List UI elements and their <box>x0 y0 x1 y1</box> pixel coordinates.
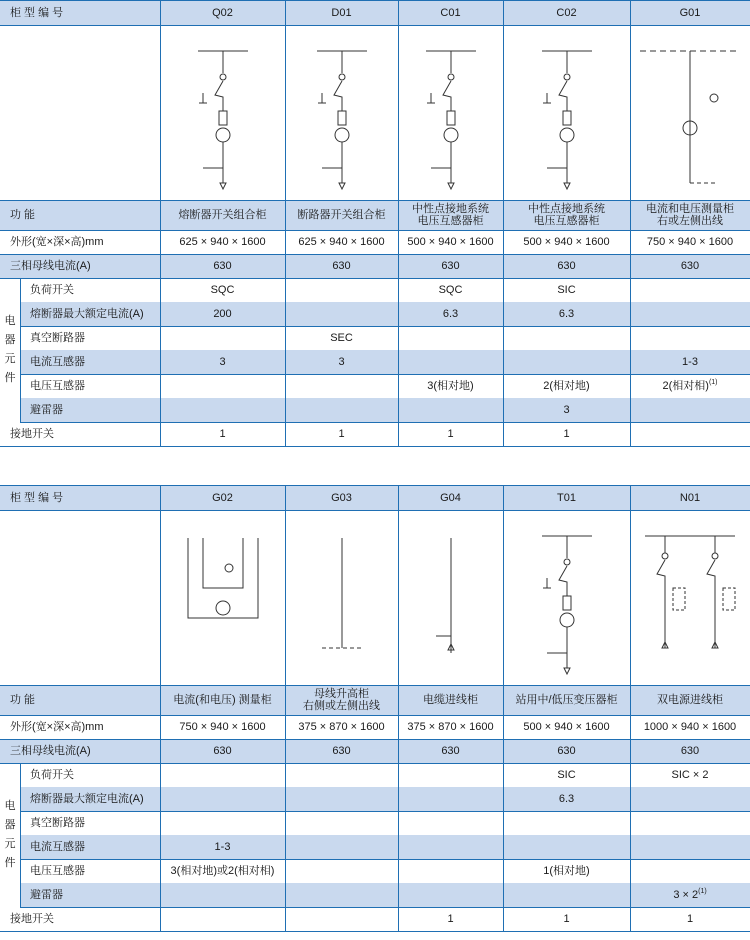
single-line-diagram <box>163 518 283 678</box>
vt-box <box>673 588 685 610</box>
diagram-cell <box>391 33 511 193</box>
function-value: 双电源进线柜 <box>657 694 723 706</box>
component-value: 3 × 2 (1) <box>673 888 707 901</box>
ground-switch-value: 1 <box>686 913 694 925</box>
dimensions-value: 375 × 870 × 1600 <box>298 721 385 733</box>
ground-switch-value: 1 <box>563 913 570 925</box>
dimensions-value: 750 × 940 × 1600 <box>646 236 734 248</box>
ground-switch-value: 1 <box>219 428 226 440</box>
grid-line <box>0 510 750 511</box>
component-value <box>503 326 630 350</box>
diagram-cell <box>630 33 750 193</box>
footnote-marker: (1) <box>708 379 718 386</box>
single-line-diagram <box>391 33 511 193</box>
dimensions-value: 1000 × 940 × 1600 <box>643 721 737 733</box>
component-label: 负荷开关 <box>30 284 74 296</box>
single-line-diagram <box>391 518 511 678</box>
diagram-cell <box>282 33 402 193</box>
electrical-components-label <box>0 763 20 907</box>
component-value: 6.3 <box>558 793 575 805</box>
dimensions-value: 500 × 940 × 1600 <box>523 236 610 248</box>
bus-current-value: 630 <box>332 260 351 272</box>
grid-line <box>20 763 21 907</box>
ground-switch-value: 1 <box>563 428 570 440</box>
function-value-line: 中性点接地系统 <box>528 203 605 215</box>
component-value: SQC <box>210 284 235 296</box>
dimensions-value: 625 × 940 × 1600 <box>179 236 266 248</box>
switch-symbol <box>443 81 451 111</box>
component-value <box>630 302 750 326</box>
ct-symbol <box>560 128 574 142</box>
component-label: 真空断路器 <box>30 332 85 344</box>
grid-line <box>0 25 750 26</box>
grid-line <box>398 0 399 446</box>
component-value <box>503 835 630 859</box>
grid-line <box>0 685 750 686</box>
fuse-symbol <box>219 111 227 125</box>
isolator-symbol <box>220 74 226 80</box>
component-value <box>160 398 285 422</box>
diagram-cell <box>163 518 283 678</box>
single-line-diagram <box>630 518 750 678</box>
component-value <box>160 811 285 835</box>
dimensions-value: 625 × 940 × 1600 <box>298 236 385 248</box>
function-value-line: 右侧或左侧出线 <box>303 700 380 712</box>
bus-current-value: 630 <box>680 260 700 272</box>
isolator-symbol <box>564 559 570 565</box>
component-value: SIC × 2 <box>671 769 709 781</box>
bus-current-label: 三相母线电流(A) <box>10 260 91 272</box>
side-char: 件 <box>4 857 16 869</box>
component-value <box>398 883 503 907</box>
grid-line <box>285 0 286 446</box>
component-value: SIC <box>557 284 576 296</box>
function-value-line: 中性点接地系统 <box>412 203 489 215</box>
component-value <box>160 883 285 907</box>
bus-current-label: 三相母线电流(A) <box>10 745 91 757</box>
component-label: 电流互感器 <box>30 841 85 853</box>
component-value: 3 <box>338 356 345 368</box>
cabinet-code: G04 <box>440 491 461 504</box>
ground-switch-value <box>160 907 285 931</box>
component-value <box>160 374 285 398</box>
grid-line <box>0 931 750 932</box>
ground-switch-label: 接地开关 <box>10 913 54 925</box>
component-value <box>285 374 398 398</box>
bus-current-value: 630 <box>557 260 576 272</box>
component-label: 电流互感器 <box>30 356 85 368</box>
diagram-cell <box>163 33 283 193</box>
component-value <box>630 811 750 835</box>
cabinet-code: T01 <box>557 491 576 504</box>
function-value: 电缆进线柜 <box>423 694 478 706</box>
function-label: 功 能 <box>10 694 36 706</box>
component-value: 2(相对地) <box>543 380 590 392</box>
dimensions-value: 375 × 870 × 1600 <box>407 721 494 733</box>
bus-current-value: 630 <box>332 745 351 757</box>
ct-symbol <box>216 128 230 142</box>
function-value: 断路器开关组合柜 <box>297 209 386 221</box>
function-value-line: 母线升高柜 <box>314 688 369 700</box>
ground-switch-value <box>630 422 750 446</box>
component-value <box>285 278 398 302</box>
component-label: 负荷开关 <box>30 769 74 781</box>
cabinet-code: N01 <box>679 491 701 504</box>
diagram-cell <box>507 518 627 678</box>
ct-symbol <box>335 128 349 142</box>
component-value: 3 <box>563 404 570 416</box>
diagram-cell <box>630 518 750 678</box>
component-value: 200 <box>213 308 232 320</box>
grid-line <box>0 200 750 201</box>
component-value <box>630 835 750 859</box>
side-char: 电 <box>4 315 16 327</box>
cabinet-code: Q02 <box>212 6 233 19</box>
arrow-icon <box>339 183 345 189</box>
spec-table <box>0 0 750 455</box>
grid-line <box>0 715 750 716</box>
switch-symbol <box>707 560 715 648</box>
component-value <box>630 278 750 302</box>
component-value <box>398 350 503 374</box>
grid-line <box>0 739 750 740</box>
dimensions-value: 500 × 940 × 1600 <box>523 721 610 733</box>
vt-symbol <box>710 94 718 102</box>
ground-switch-label: 接地开关 <box>10 428 54 440</box>
grid-line <box>0 0 750 1</box>
arrow-icon <box>564 183 570 189</box>
cabinet-code: G03 <box>331 491 352 504</box>
component-value: 6.3 <box>558 308 575 320</box>
component-label: 真空断路器 <box>30 817 85 829</box>
component-value <box>285 883 398 907</box>
grid-line <box>160 485 161 931</box>
component-label: 熔断器最大额定电流(A) <box>30 308 144 320</box>
vt-box <box>723 588 735 610</box>
vt-symbol <box>225 564 233 572</box>
side-char: 件 <box>4 372 16 384</box>
component-label: 熔断器最大额定电流(A) <box>30 793 144 805</box>
component-value: 2(相对相) (1) <box>662 379 718 392</box>
header-label: 柜 型 编 号 <box>10 6 64 19</box>
bus-current-value: 630 <box>441 745 460 757</box>
function-value: 站用中/低压变压器柜 <box>515 694 618 706</box>
component-value: 1-3 <box>214 841 231 853</box>
component-value: 3 <box>219 356 226 368</box>
side-char: 元 <box>4 353 16 365</box>
grid-line <box>503 0 504 446</box>
cabinet-code: G02 <box>212 491 233 504</box>
enclosure-line <box>188 538 258 618</box>
function-value-line: 右或左侧出线 <box>657 215 723 227</box>
function-value <box>503 200 630 230</box>
component-value <box>160 787 285 811</box>
cabinet-code: C02 <box>556 6 577 19</box>
grid-line <box>285 485 286 931</box>
component-value <box>285 787 398 811</box>
footnote-marker: (1) <box>698 888 707 895</box>
component-value <box>398 787 503 811</box>
component-value <box>285 811 398 835</box>
fuse-symbol <box>338 111 346 125</box>
grid-line <box>0 278 750 279</box>
component-value <box>503 811 630 835</box>
grid-line <box>630 485 631 931</box>
component-value: SQC <box>438 284 463 296</box>
switch-symbol <box>657 560 665 648</box>
component-label: 避雷器 <box>30 889 63 901</box>
component-value: 1-3 <box>682 356 698 368</box>
diagram-cell <box>507 33 627 193</box>
electrical-components-label <box>0 278 20 422</box>
component-value <box>398 398 503 422</box>
component-value <box>503 350 630 374</box>
grid-line <box>503 485 504 931</box>
grid-line <box>0 763 750 764</box>
component-value <box>285 302 398 326</box>
switch-symbol <box>559 566 567 596</box>
isolator-symbol <box>712 553 718 559</box>
ct-symbol <box>444 128 458 142</box>
ct-symbol <box>216 601 230 615</box>
side-char: 器 <box>4 334 16 346</box>
side-char: 电 <box>4 800 16 812</box>
grid-line <box>20 278 21 422</box>
isolator-symbol <box>339 74 345 80</box>
component-value <box>285 835 398 859</box>
grid-line <box>398 485 399 931</box>
function-value <box>285 685 398 715</box>
grid-line <box>630 0 631 446</box>
component-value <box>285 859 398 883</box>
function-value <box>630 200 750 230</box>
component-value <box>285 398 398 422</box>
component-label: 避雷器 <box>30 404 63 416</box>
ground-switch-value: 1 <box>447 428 454 440</box>
fuse-symbol <box>563 111 571 125</box>
component-label: 电压互感器 <box>30 380 85 392</box>
fuse-symbol <box>447 111 455 125</box>
cabinet-code: C01 <box>440 6 461 19</box>
switch-symbol <box>215 81 223 111</box>
grid-line <box>0 254 750 255</box>
arrow-icon <box>564 668 570 674</box>
function-value-line: 电压互感器柜 <box>417 215 484 227</box>
ground-switch-value: 1 <box>447 913 454 925</box>
component-value: 3(相对地)或2(相对相) <box>170 865 275 877</box>
grid-line <box>0 230 750 231</box>
component-value: 6.3 <box>442 308 459 320</box>
single-line-diagram <box>163 33 283 193</box>
component-value <box>285 763 398 787</box>
switch-symbol <box>334 81 342 111</box>
component-value <box>398 326 503 350</box>
component-value <box>398 811 503 835</box>
component-value <box>630 326 750 350</box>
ct-symbol <box>560 613 574 627</box>
isolator-symbol <box>448 74 454 80</box>
function-value <box>398 200 503 230</box>
switch-symbol <box>559 81 567 111</box>
component-value <box>630 787 750 811</box>
dimensions-label: 外形(宽×深×高)mm <box>10 236 104 248</box>
dimensions-value: 500 × 940 × 1600 <box>407 236 494 248</box>
component-value: SEC <box>330 332 353 344</box>
diagram-cell <box>391 518 511 678</box>
dimensions-label: 外形(宽×深×高)mm <box>10 721 104 733</box>
spec-table <box>0 485 750 940</box>
grid-line <box>0 446 750 447</box>
isolator-symbol <box>662 553 668 559</box>
ground-switch-value <box>285 907 398 931</box>
grid-line <box>160 0 161 446</box>
single-line-diagram <box>282 33 402 193</box>
function-value-line: 电压互感器柜 <box>533 215 600 227</box>
arrow-icon <box>220 183 226 189</box>
function-label: 功 能 <box>10 209 36 221</box>
cabinet-code: D01 <box>331 6 352 19</box>
side-char: 元 <box>4 838 16 850</box>
component-value <box>398 763 503 787</box>
component-value <box>160 326 285 350</box>
bus-current-value: 630 <box>213 745 232 757</box>
header-label: 柜 型 编 号 <box>10 491 64 504</box>
diagram-cell <box>282 518 402 678</box>
component-value: 1(相对地) <box>543 865 590 877</box>
inner-line <box>203 538 243 588</box>
dimensions-value: 750 × 940 × 1600 <box>179 721 266 733</box>
component-value <box>630 859 750 883</box>
bus-current-value: 630 <box>213 260 232 272</box>
component-value <box>398 859 503 883</box>
component-value <box>503 883 630 907</box>
isolator-symbol <box>564 74 570 80</box>
component-value: 3(相对地) <box>427 380 474 392</box>
component-label: 电压互感器 <box>30 865 85 877</box>
grid-line <box>0 485 750 486</box>
component-value: SIC <box>557 769 576 781</box>
bus-current-value: 630 <box>680 745 700 757</box>
bus-current-value: 630 <box>557 745 576 757</box>
single-line-diagram <box>630 33 750 193</box>
single-line-diagram <box>282 518 402 678</box>
side-char: 器 <box>4 819 16 831</box>
ground-switch-value: 1 <box>338 428 345 440</box>
cabinet-code: G01 <box>679 6 701 19</box>
arrow-icon <box>448 183 454 189</box>
function-value: 熔断器开关组合柜 <box>178 209 267 221</box>
bus-current-value: 630 <box>441 260 460 272</box>
component-value <box>398 835 503 859</box>
fuse-symbol <box>563 596 571 610</box>
function-value-line: 电流和电压测量柜 <box>646 203 734 215</box>
function-value: 电流(和电压) 测量柜 <box>173 694 272 706</box>
component-value <box>160 763 285 787</box>
single-line-diagram <box>507 518 627 678</box>
component-value <box>630 398 750 422</box>
single-line-diagram <box>507 33 627 193</box>
